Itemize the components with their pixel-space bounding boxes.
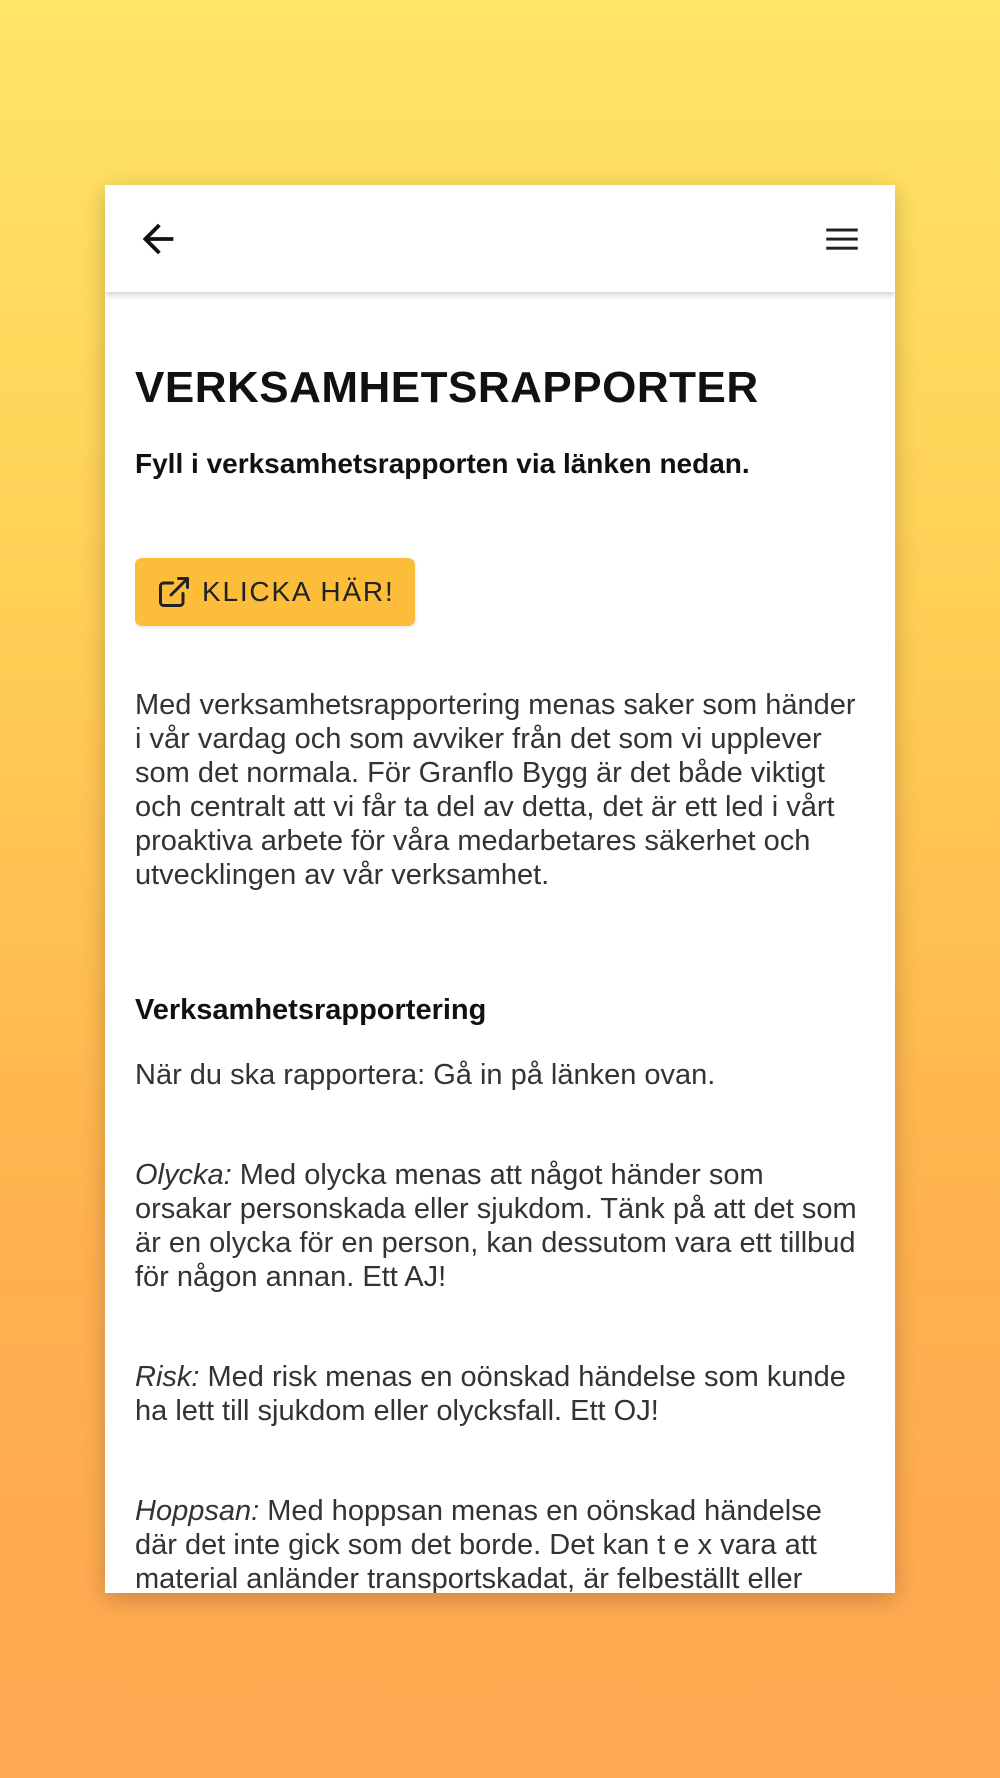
definition-term: Hoppsan:: [135, 1495, 260, 1527]
page-title: VERKSAMHETSRAPPORTER: [135, 363, 759, 412]
definition-text: Med risk menas en oönskad händelse som kunde ha lett till sjukdom eller olycksfall. Ett OJ!: [135, 1361, 846, 1427]
definition-hoppsan: [135, 1494, 865, 1593]
page-subtitle: Fyll i verksamhetsrapporten via länken nedan.: [135, 448, 750, 479]
page-content[interactable]: [135, 292, 865, 1593]
report-link-button[interactable]: [135, 558, 415, 626]
external-link-icon: [156, 574, 192, 610]
section-heading: Verksamhetsrapportering: [135, 994, 487, 1026]
report-link-label: KLICKA HÄR!: [202, 576, 395, 607]
arrow-left-icon[interactable]: [135, 216, 181, 262]
definition-text: Med hoppsan menas en oönskad händelse där det inte gick som det borde. Det kan t e x vara att material anländer transportskadat, är felbeställt eller: [135, 1495, 822, 1593]
app-screen: [105, 185, 895, 1593]
intro-paragraph: Med verksamhetsrapportering menas saker som händer i vår vardag och som avviker från det som vi upplever som det normala. För Granflo Bygg är det både viktigt och centralt att vi får ta del av detta, det är ett led i vårt proaktiva arbete för våra medarbetares säkerhet och utvecklingen av vår verksamhet.: [135, 689, 856, 891]
definition-term: Olycka:: [135, 1159, 232, 1191]
app-bar: [105, 185, 895, 292]
definition-text: Med olycka menas att något händer som orsakar personskada eller sjukdom. Tänk på att det som är en olycka för en person, kan dessutom vara ett tillbud för någon annan. Ett AJ!: [135, 1159, 857, 1293]
definition-olycka: [135, 1158, 865, 1294]
definition-risk: [135, 1360, 865, 1428]
hamburger-menu-icon[interactable]: [821, 218, 863, 260]
definition-term: Risk:: [135, 1361, 200, 1393]
instruction-paragraph: När du ska rapportera: Gå in på länken ovan.: [135, 1059, 716, 1091]
